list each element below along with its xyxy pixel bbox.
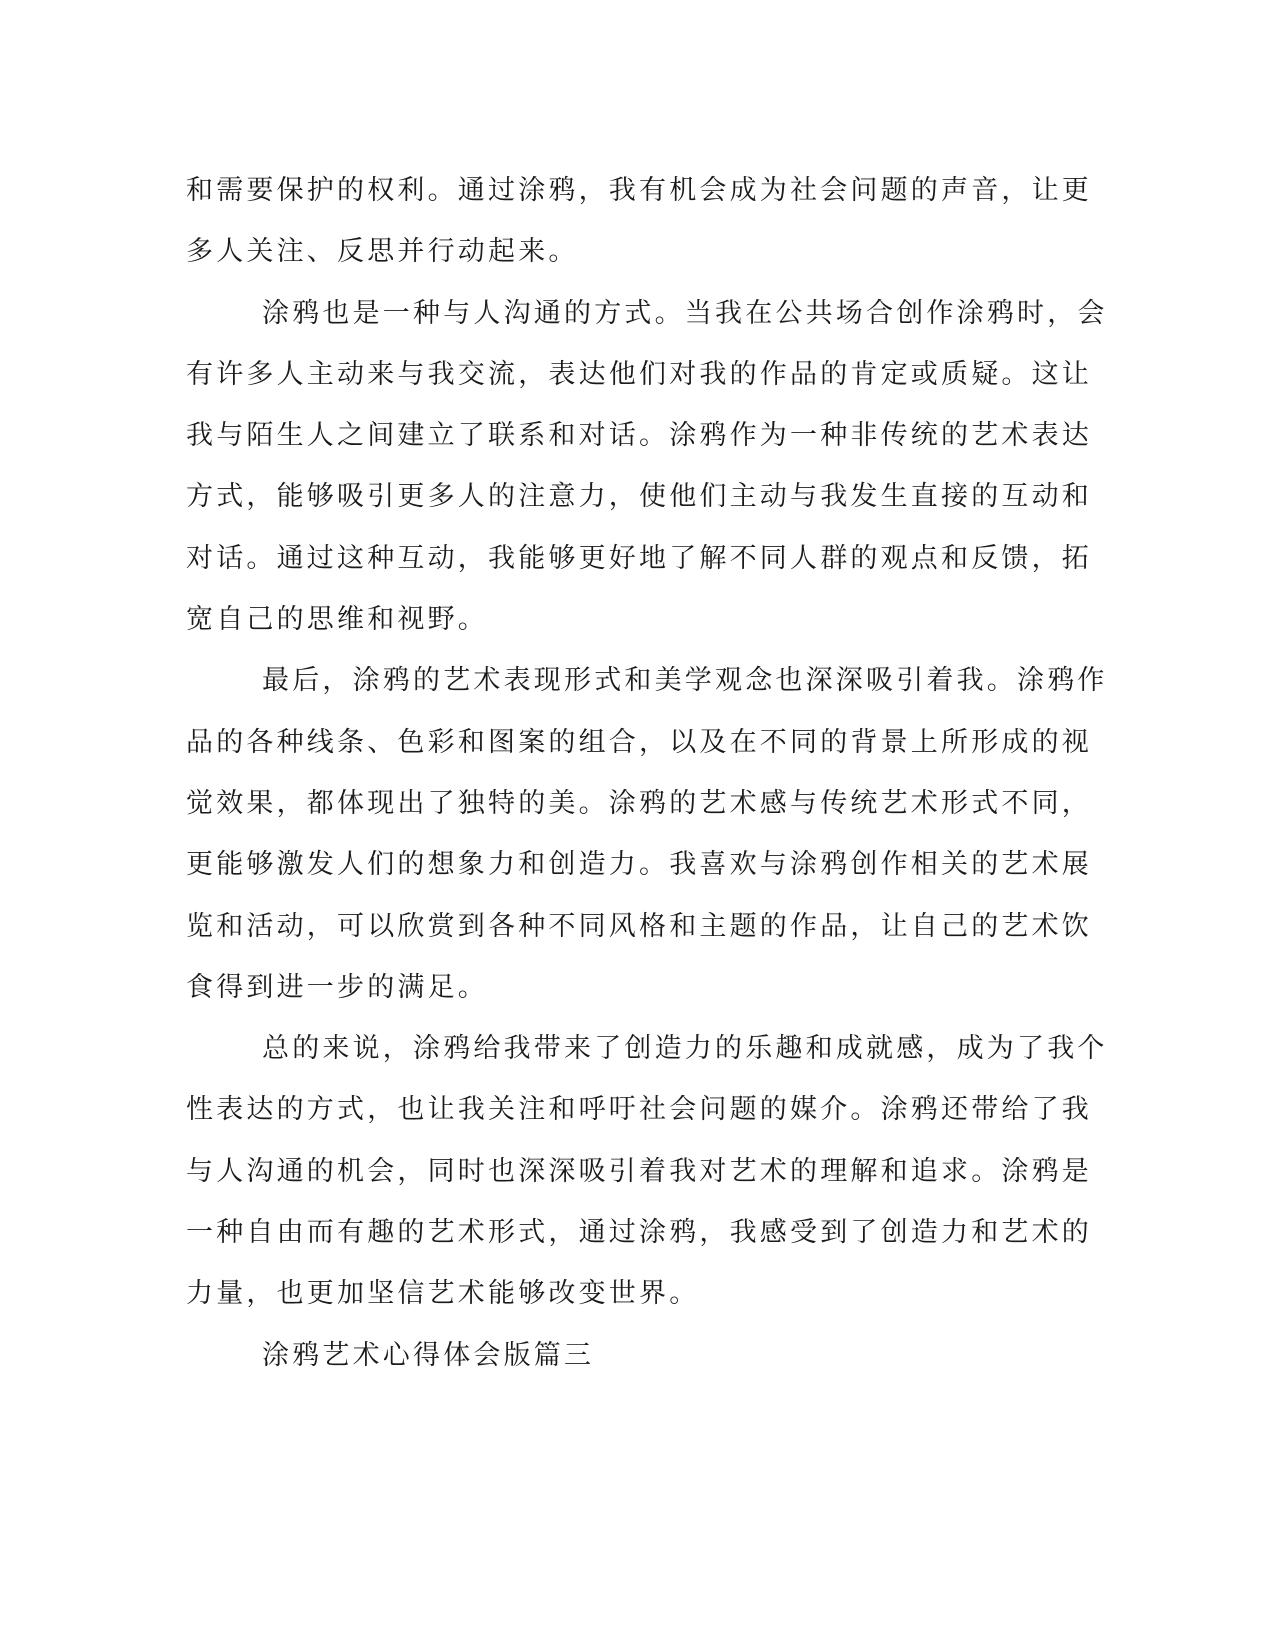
text-line: 和需要保护的权利。通过涂鸦，我有机会成为社会问题的声音，让更 [186, 175, 1092, 206]
text-line: 宽自己的思维和视野。 [186, 604, 488, 636]
document-body [186, 160, 1108, 1386]
text-line: 览和活动，可以欣赏到各种不同风格和主题的作品，让自己的艺术饮 [186, 910, 1092, 942]
text-line: 力量，也更加坚信艺术能够改变世界。 [186, 1278, 700, 1310]
text-line: 食得到进一步的满足。 [186, 971, 488, 1003]
text-line: 有许多人主动来与我交流，表达他们对我的作品的肯定或质疑。这让 [186, 358, 1092, 390]
text-line: 方式，能够吸引更多人的注意力，使他们主动与我发生直接的互动和 [186, 481, 1092, 513]
text-line: 品的各种线条、色彩和图案的组合，以及在不同的背景上所形成的视 [186, 726, 1092, 758]
paragraph-start-line: 总的来说，涂鸦给我带来了创造力的乐趣和成就感，成为了我个 [262, 1033, 1108, 1065]
text-line: 觉效果，都体现出了独特的美。涂鸦的艺术感与传统艺术形式不同， [186, 787, 1092, 819]
text-line: 多人关注、反思并行动起来。 [186, 236, 579, 268]
section-heading: 涂鸦艺术心得体会版篇三 [262, 1339, 595, 1371]
text-line: 对话。通过这种互动，我能够更好地了解不同人群的观点和反馈，拓 [186, 542, 1092, 574]
text-line: 更能够激发人们的想象力和创造力。我喜欢与涂鸦创作相关的艺术展 [186, 849, 1092, 881]
text-line: 我与陌生人之间建立了联系和对话。涂鸦作为一种非传统的艺术表达 [186, 420, 1092, 452]
text-line: 性表达的方式，也让我关注和呼吁社会问题的媒介。涂鸦还带给了我 [186, 1094, 1092, 1126]
paragraph-start-line: 最后，涂鸦的艺术表现形式和美学观念也深深吸引着我。涂鸦作 [262, 665, 1108, 697]
text-line: 与人沟通的机会，同时也深深吸引着我对艺术的理解和追求。涂鸦是 [186, 1155, 1092, 1187]
text-line: 一种自由而有趣的艺术形式，通过涂鸦，我感受到了创造力和艺术的 [186, 1217, 1092, 1249]
paragraph-start-line: 涂鸦也是一种与人沟通的方式。当我在公共场合创作涂鸦时，会 [262, 297, 1108, 329]
